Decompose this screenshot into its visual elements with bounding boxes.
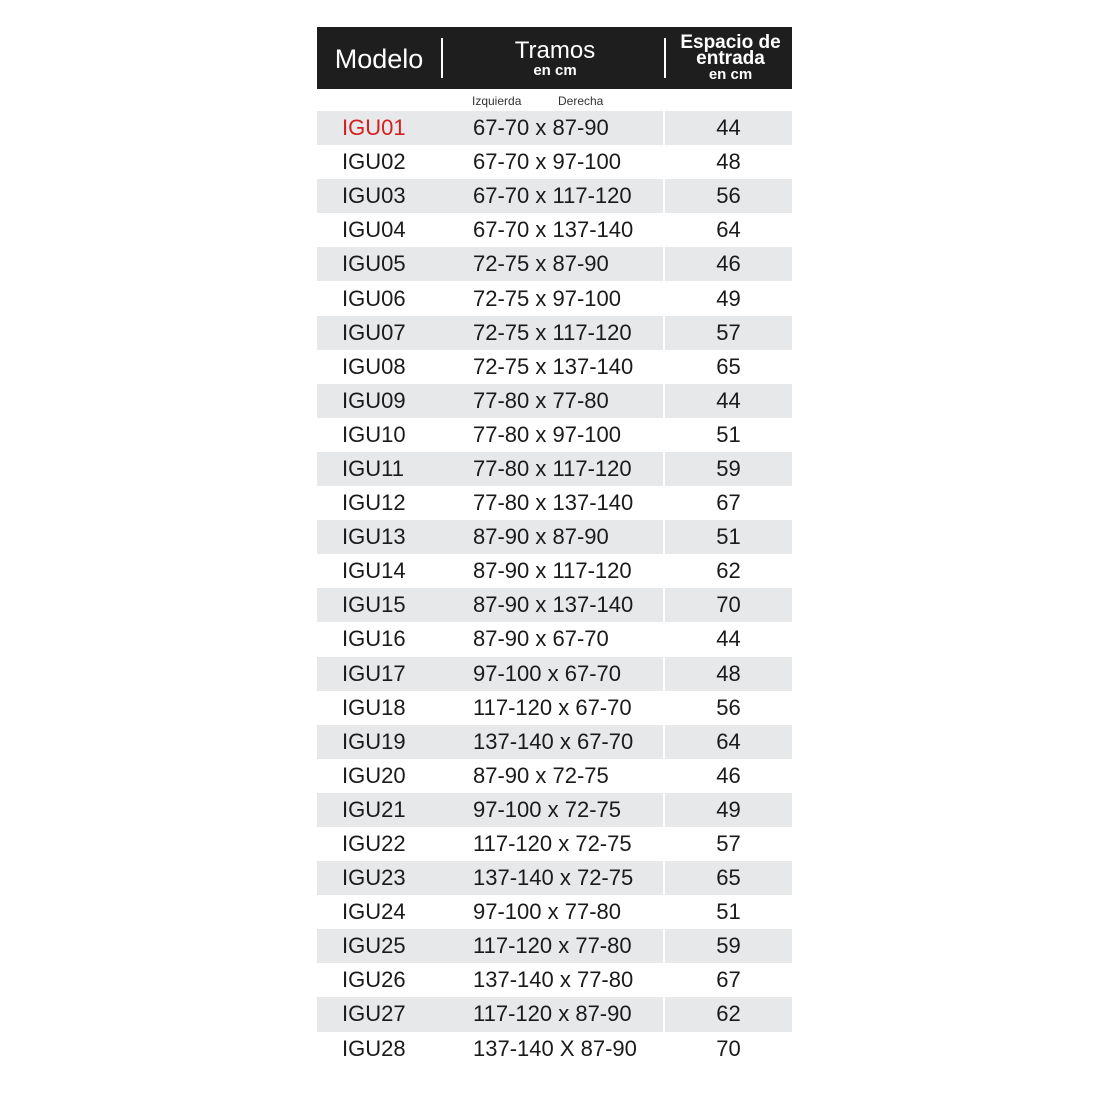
table-row bbox=[317, 247, 792, 281]
cell-espacio: 70 bbox=[716, 1035, 741, 1061]
cell-model: IGU15 bbox=[342, 592, 406, 618]
cell-espacio: 62 bbox=[716, 558, 741, 584]
subheader-left: Izquierda bbox=[472, 94, 522, 108]
cell-espacio: 62 bbox=[716, 1001, 741, 1027]
cell-espacio: 56 bbox=[716, 694, 741, 720]
cell-espacio: 44 bbox=[716, 626, 741, 652]
cell-model: IGU08 bbox=[342, 353, 406, 379]
table-row bbox=[317, 1032, 792, 1066]
cell-model: IGU21 bbox=[342, 796, 406, 822]
cell-tramos: 117-120 x 87-90 bbox=[441, 997, 665, 1031]
header-espacio bbox=[669, 27, 792, 89]
cell-espacio: 48 bbox=[716, 660, 741, 686]
cell-model: IGU03 bbox=[342, 183, 406, 209]
table-row bbox=[317, 350, 792, 384]
cell-tramos: 77-80 x 137-140 bbox=[441, 486, 665, 520]
cell-espacio: 56 bbox=[716, 183, 741, 209]
cell-model: IGU06 bbox=[342, 285, 406, 311]
cell-espacio: 46 bbox=[716, 251, 741, 277]
table-row bbox=[317, 213, 792, 247]
cell-model: IGU11 bbox=[342, 455, 404, 481]
cell-model: IGU14 bbox=[342, 558, 406, 584]
table-row bbox=[317, 418, 792, 452]
cell-espacio: 57 bbox=[716, 831, 741, 857]
cell-model: IGU07 bbox=[342, 319, 406, 345]
cell-tramos: 87-90 x 137-140 bbox=[441, 588, 665, 622]
cell-tramos: 87-90 x 67-70 bbox=[441, 622, 665, 656]
cell-model: IGU01 bbox=[342, 115, 406, 141]
cell-tramos: 72-75 x 97-100 bbox=[441, 281, 665, 315]
cell-espacio: 67 bbox=[716, 490, 741, 516]
table-body bbox=[317, 111, 792, 1066]
table-row bbox=[317, 691, 792, 725]
cell-espacio: 64 bbox=[716, 217, 741, 243]
cell-tramos: 77-80 x 77-80 bbox=[441, 384, 665, 418]
cell-model: IGU04 bbox=[342, 217, 406, 243]
header-tramos-label: Tramos bbox=[514, 36, 596, 64]
cell-tramos: 97-100 x 77-80 bbox=[441, 895, 665, 929]
cell-model: IGU09 bbox=[342, 387, 406, 413]
cell-espacio: 48 bbox=[716, 149, 741, 175]
cell-tramos: 97-100 x 72-75 bbox=[441, 793, 665, 827]
table-row bbox=[317, 997, 792, 1031]
cell-model: IGU25 bbox=[342, 933, 406, 959]
cell-espacio: 49 bbox=[716, 796, 741, 822]
table-row bbox=[317, 316, 792, 350]
table-row bbox=[317, 895, 792, 929]
table-row bbox=[317, 179, 792, 213]
table-row bbox=[317, 145, 792, 179]
cell-model: IGU20 bbox=[342, 762, 406, 788]
cell-tramos: 77-80 x 117-120 bbox=[441, 452, 665, 486]
cell-espacio: 51 bbox=[716, 524, 741, 550]
cell-tramos: 72-75 x 87-90 bbox=[441, 247, 665, 281]
table-row bbox=[317, 827, 792, 861]
cell-espacio: 67 bbox=[716, 967, 741, 993]
cell-espacio: 59 bbox=[716, 933, 741, 959]
table-row bbox=[317, 520, 792, 554]
cell-model: IGU24 bbox=[342, 899, 406, 925]
subheader-right: Derecha bbox=[558, 94, 604, 108]
header-tramos bbox=[445, 27, 665, 89]
cell-tramos: 67-70 x 137-140 bbox=[441, 213, 665, 247]
table-row bbox=[317, 929, 792, 963]
cell-tramos: 72-75 x 137-140 bbox=[441, 350, 665, 384]
cell-tramos: 117-120 x 67-70 bbox=[441, 691, 665, 725]
cell-tramos: 87-90 x 117-120 bbox=[441, 554, 665, 588]
table-row bbox=[317, 554, 792, 588]
cell-model: IGU19 bbox=[342, 728, 406, 754]
cell-tramos: 67-70 x 97-100 bbox=[441, 145, 665, 179]
table-row bbox=[317, 384, 792, 418]
table-row bbox=[317, 111, 792, 145]
cell-tramos: 97-100 x 67-70 bbox=[441, 657, 665, 691]
cell-model: IGU02 bbox=[342, 149, 406, 175]
cell-model: IGU18 bbox=[342, 694, 406, 720]
cell-espacio: 49 bbox=[716, 285, 741, 311]
cell-model: IGU10 bbox=[342, 421, 406, 447]
header-divider bbox=[664, 38, 666, 78]
table-row bbox=[317, 622, 792, 656]
cell-model: IGU28 bbox=[342, 1035, 406, 1061]
table-row bbox=[317, 963, 792, 997]
subheader bbox=[317, 89, 792, 111]
table-row bbox=[317, 657, 792, 691]
cell-tramos: 117-120 x 77-80 bbox=[441, 929, 665, 963]
cell-espacio: 70 bbox=[716, 592, 741, 618]
cell-tramos: 72-75 x 117-120 bbox=[441, 316, 665, 350]
cell-tramos: 117-120 x 72-75 bbox=[441, 827, 665, 861]
header-divider bbox=[441, 38, 443, 78]
cell-tramos: 137-140 x 67-70 bbox=[441, 725, 665, 759]
cell-espacio: 57 bbox=[716, 319, 741, 345]
table-row bbox=[317, 793, 792, 827]
table-row bbox=[317, 725, 792, 759]
cell-espacio: 44 bbox=[716, 387, 741, 413]
cell-espacio: 64 bbox=[716, 728, 741, 754]
cell-tramos: 137-140 x 77-80 bbox=[441, 963, 665, 997]
cell-model: IGU22 bbox=[342, 831, 406, 857]
cell-tramos: 87-90 x 87-90 bbox=[441, 520, 665, 554]
header-espacio-label: Espacio de entrada bbox=[680, 31, 781, 69]
table-header bbox=[317, 27, 792, 89]
size-table bbox=[317, 27, 792, 1066]
cell-espacio: 46 bbox=[716, 762, 741, 788]
cell-espacio: 65 bbox=[716, 865, 741, 891]
cell-espacio: 44 bbox=[716, 115, 741, 141]
header-tramos-unit: en cm bbox=[533, 61, 577, 79]
table-row bbox=[317, 281, 792, 315]
cell-model: IGU26 bbox=[342, 967, 406, 993]
table-row bbox=[317, 861, 792, 895]
cell-tramos: 77-80 x 97-100 bbox=[441, 418, 665, 452]
cell-espacio: 65 bbox=[716, 353, 741, 379]
table-row bbox=[317, 452, 792, 486]
cell-tramos: 67-70 x 87-90 bbox=[441, 111, 665, 145]
table-row bbox=[317, 486, 792, 520]
cell-espacio: 59 bbox=[716, 455, 741, 481]
cell-model: IGU13 bbox=[342, 524, 406, 550]
cell-model: IGU05 bbox=[342, 251, 406, 277]
table-row bbox=[317, 588, 792, 622]
cell-espacio: 51 bbox=[716, 899, 741, 925]
cell-model: IGU27 bbox=[342, 1001, 406, 1027]
cell-model: IGU17 bbox=[342, 660, 406, 686]
cell-tramos: 67-70 x 117-120 bbox=[441, 179, 665, 213]
cell-tramos: 137-140 x 72-75 bbox=[441, 861, 665, 895]
cell-model: IGU23 bbox=[342, 865, 406, 891]
table-row bbox=[317, 759, 792, 793]
header-espacio-unit: en cm bbox=[708, 65, 753, 83]
header-model: Modelo bbox=[334, 43, 424, 74]
cell-tramos: 87-90 x 72-75 bbox=[441, 759, 665, 793]
cell-tramos: 137-140 X 87-90 bbox=[441, 1032, 665, 1066]
cell-model: IGU12 bbox=[342, 490, 406, 516]
cell-model: IGU16 bbox=[342, 626, 406, 652]
cell-espacio: 51 bbox=[716, 421, 741, 447]
